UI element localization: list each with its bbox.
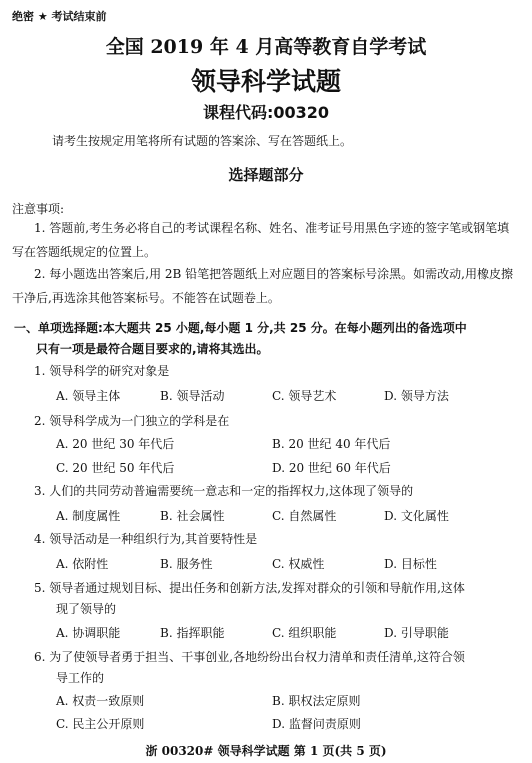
section-heading [14, 318, 514, 360]
question-4-option-a: A. 依附性 [56, 557, 109, 571]
exam-title: 全国 2019 年 4 月高等教育自学考试 [105, 36, 427, 58]
question-4-option-d: D. 目标性 [384, 557, 437, 571]
section-heading-line-2: 只有一项是最符合题目要求的,请将其选出。 [36, 342, 269, 356]
course-code: 课程代码:00320 [202, 103, 330, 122]
question-3-stem: 3. 人们的共同劳动普遍需要统一意志和一定的指挥权力,这体现了领导的 [34, 484, 414, 498]
question-6-option-a: A. 权责一致原则 [56, 694, 145, 708]
question-5-stem-continued: 现了领导的 [56, 602, 117, 616]
part-title: 选择题部分 [228, 166, 304, 184]
question-6-option-c: C. 民主公开原则 [56, 717, 145, 731]
question-1-option-c: C. 领导艺术 [272, 389, 337, 403]
question-1-option-b: B. 领导活动 [160, 389, 225, 403]
question-2-option-c: C. 20 世纪 50 年代后 [56, 461, 175, 475]
question-4-stem: 4. 领导活动是一种组织行为,其首要特性是 [34, 532, 258, 546]
note-item-2: 2. 每小题选出答案后,用 2B 铅笔把答题纸上对应题目的答案标号涂黑。如需改动,用橡皮擦干净后,再选涂其他答案标号。不能答在试题卷上。 [12, 267, 513, 305]
question-5-option-d: D. 引导职能 [384, 626, 449, 640]
page-footer: 浙 00320# 领导科学试题 第 1 页(共 5 页) [145, 744, 387, 758]
question-5-option-a: A. 协调职能 [56, 626, 121, 640]
question-3-option-d: D. 文化属性 [384, 509, 449, 523]
question-6-stem-continued: 导工作的 [56, 671, 105, 685]
question-1-stem: 1. 领导科学的研究对象是 [34, 364, 170, 378]
question-5-stem: 5. 领导者通过规划目标、提出任务和创新方法,发挥对群众的引领和导航作用,这体 [34, 581, 465, 595]
question-2-option-d: D. 20 世纪 60 年代后 [272, 461, 391, 475]
question-5-option-b: B. 指挥职能 [160, 626, 225, 640]
question-4-option-b: B. 服务性 [160, 557, 213, 571]
question-3-option-c: C. 自然属性 [272, 509, 337, 523]
question-3-option-a: A. 制度属性 [56, 509, 121, 523]
note-item-1: 1. 答题前,考生务必将自己的考试课程名称、姓名、准考证号用黑色字迹的签字笔或钢笔填写在答题纸规定的位置上。 [12, 221, 510, 259]
confidential-label: 绝密 ★ 考试结束前 [12, 10, 107, 23]
question-1-option-a: A. 领导主体 [56, 389, 121, 403]
question-2-option-b: B. 20 世纪 40 年代后 [272, 437, 391, 451]
subject-title: 领导科学试题 [190, 67, 341, 96]
question-6-option-b: B. 职权法定原则 [272, 694, 361, 708]
question-6-option-d: D. 监督问责原则 [272, 717, 361, 731]
question-5-option-c: C. 组织职能 [272, 626, 337, 640]
notes-title: 注意事项: [12, 202, 65, 216]
question-2-option-a: A. 20 世纪 30 年代后 [56, 437, 175, 451]
instruction-text: 请考生按规定用笔将所有试题的答案涂、写在答题纸上。 [52, 134, 353, 148]
question-2-stem: 2. 领导科学成为一门独立的学科是在 [34, 414, 230, 428]
question-4-option-c: C. 权威性 [272, 557, 325, 571]
question-3-option-b: B. 社会属性 [160, 509, 225, 523]
question-6-stem: 6. 为了使领导者勇于担当、干事创业,各地纷纷出台权力清单和责任清单,这符合领 [34, 650, 465, 664]
question-1-option-d: D. 领导方法 [384, 389, 449, 403]
section-heading-line-1: 一、单项选择题:本大题共 25 小题,每小题 1 分,共 25 分。在每小题列出的备选项中 [14, 321, 467, 335]
